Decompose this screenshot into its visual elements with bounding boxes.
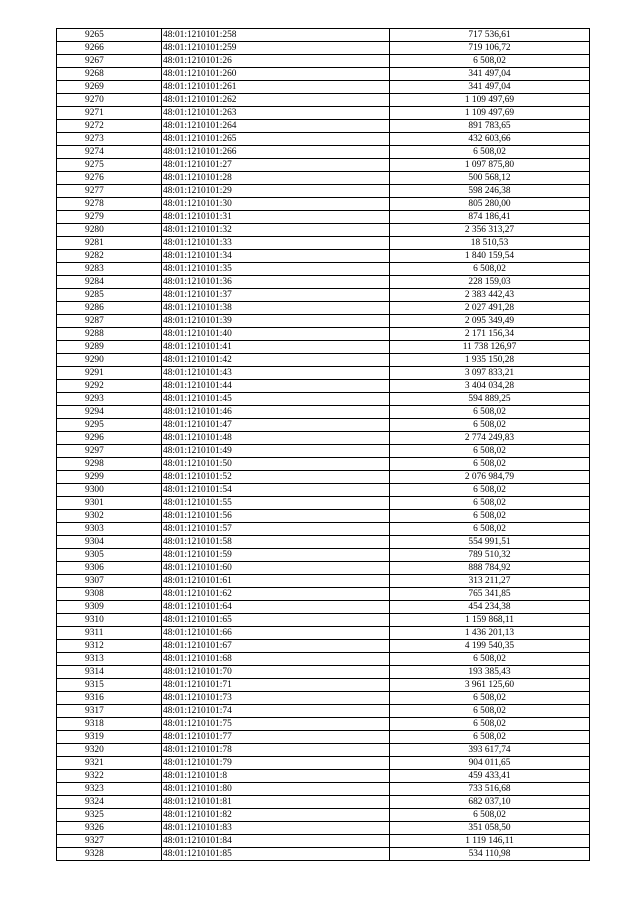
cadastral-value-cell: 341 497,04 <box>390 68 590 81</box>
cadastral-number-cell: 48:01:1210101:52 <box>162 471 390 484</box>
table-row <box>57 549 590 562</box>
table-row <box>57 471 590 484</box>
cadastral-value-cell: 454 234,38 <box>390 601 590 614</box>
cadastral-value-cell: 193 385,43 <box>390 666 590 679</box>
cadastral-number-cell: 48:01:1210101:54 <box>162 484 390 497</box>
cadastral-value-cell: 432 603,66 <box>390 133 590 146</box>
cadastral-number-cell: 48:01:1210101:50 <box>162 458 390 471</box>
row-number-cell: 9303 <box>57 523 162 536</box>
row-number-cell: 9269 <box>57 81 162 94</box>
cadastral-number-cell: 48:01:1210101:27 <box>162 159 390 172</box>
table-row <box>57 601 590 614</box>
table-row <box>57 185 590 198</box>
row-number-cell: 9317 <box>57 705 162 718</box>
cadastral-value-cell: 6 508,02 <box>390 809 590 822</box>
cadastral-value-cell: 598 246,38 <box>390 185 590 198</box>
table-row <box>57 679 590 692</box>
cadastral-number-cell: 48:01:1210101:38 <box>162 302 390 315</box>
row-number-cell: 9285 <box>57 289 162 302</box>
row-number-cell: 9294 <box>57 406 162 419</box>
cadastral-value-cell: 717 536,61 <box>390 29 590 42</box>
table-row <box>57 302 590 315</box>
row-number-cell: 9312 <box>57 640 162 653</box>
cadastral-number-cell: 48:01:1210101:82 <box>162 809 390 822</box>
table-row <box>57 536 590 549</box>
row-number-cell: 9301 <box>57 497 162 510</box>
cadastral-number-cell: 48:01:1210101:28 <box>162 172 390 185</box>
table-row <box>57 510 590 523</box>
row-number-cell: 9315 <box>57 679 162 692</box>
cadastral-value-cell: 805 280,00 <box>390 198 590 211</box>
row-number-cell: 9321 <box>57 757 162 770</box>
row-number-cell: 9302 <box>57 510 162 523</box>
table-row <box>57 211 590 224</box>
cadastral-value-cell: 313 211,27 <box>390 575 590 588</box>
cadastral-value-cell: 765 341,85 <box>390 588 590 601</box>
cadastral-value-cell: 459 433,41 <box>390 770 590 783</box>
cadastral-number-cell: 48:01:1210101:44 <box>162 380 390 393</box>
cadastral-value-cell: 891 783,65 <box>390 120 590 133</box>
row-number-cell: 9291 <box>57 367 162 380</box>
cadastral-number-cell: 48:01:1210101:264 <box>162 120 390 133</box>
table-row <box>57 159 590 172</box>
table-row <box>57 588 590 601</box>
row-number-cell: 9323 <box>57 783 162 796</box>
table-row <box>57 627 590 640</box>
cadastral-number-cell: 48:01:1210101:68 <box>162 653 390 666</box>
cadastral-number-cell: 48:01:1210101:60 <box>162 562 390 575</box>
table-row <box>57 822 590 835</box>
row-number-cell: 9287 <box>57 315 162 328</box>
row-number-cell: 9284 <box>57 276 162 289</box>
cadastral-value-cell: 2 095 349,49 <box>390 315 590 328</box>
table-row <box>57 354 590 367</box>
row-number-cell: 9327 <box>57 835 162 848</box>
cadastral-number-cell: 48:01:1210101:259 <box>162 42 390 55</box>
row-number-cell: 9290 <box>57 354 162 367</box>
cadastral-value-cell: 6 508,02 <box>390 705 590 718</box>
cadastral-number-cell: 48:01:1210101:35 <box>162 263 390 276</box>
cadastral-value-cell: 3 404 034,28 <box>390 380 590 393</box>
row-number-cell: 9320 <box>57 744 162 757</box>
table-row <box>57 562 590 575</box>
cadastral-number-cell: 48:01:1210101:260 <box>162 68 390 81</box>
row-number-cell: 9286 <box>57 302 162 315</box>
table-row <box>57 250 590 263</box>
cadastral-number-cell: 48:01:1210101:47 <box>162 419 390 432</box>
row-number-cell: 9307 <box>57 575 162 588</box>
table-row <box>57 614 590 627</box>
table-row <box>57 692 590 705</box>
row-number-cell: 9280 <box>57 224 162 237</box>
table-row <box>57 718 590 731</box>
cadastral-value-cell: 6 508,02 <box>390 484 590 497</box>
table-row <box>57 380 590 393</box>
cadastral-number-cell: 48:01:1210101:81 <box>162 796 390 809</box>
table-row <box>57 172 590 185</box>
table-row <box>57 848 590 861</box>
row-number-cell: 9278 <box>57 198 162 211</box>
cadastral-number-cell: 48:01:1210101:258 <box>162 29 390 42</box>
row-number-cell: 9313 <box>57 653 162 666</box>
row-number-cell: 9275 <box>57 159 162 172</box>
cadastral-value-cell: 18 510,53 <box>390 237 590 250</box>
cadastral-value-cell: 554 991,51 <box>390 536 590 549</box>
cadastral-number-cell: 48:01:1210101:261 <box>162 81 390 94</box>
table-row <box>57 653 590 666</box>
cadastral-number-cell: 48:01:1210101:56 <box>162 510 390 523</box>
table-row <box>57 367 590 380</box>
row-number-cell: 9293 <box>57 393 162 406</box>
table-row <box>57 809 590 822</box>
table-row <box>57 289 590 302</box>
cadastral-value-cell: 1 840 159,54 <box>390 250 590 263</box>
cadastral-number-cell: 48:01:1210101:43 <box>162 367 390 380</box>
cadastral-number-cell: 48:01:1210101:73 <box>162 692 390 705</box>
cadastral-number-cell: 48:01:1210101:85 <box>162 848 390 861</box>
cadastral-value-cell: 6 508,02 <box>390 692 590 705</box>
cadastral-value-cell: 6 508,02 <box>390 406 590 419</box>
cadastral-number-cell: 48:01:1210101:26 <box>162 55 390 68</box>
row-number-cell: 9281 <box>57 237 162 250</box>
table-row <box>57 263 590 276</box>
table-row <box>57 68 590 81</box>
cadastral-value-cell: 2 027 491,28 <box>390 302 590 315</box>
cadastral-number-cell: 48:01:1210101:32 <box>162 224 390 237</box>
row-number-cell: 9273 <box>57 133 162 146</box>
cadastral-value-cell: 6 508,02 <box>390 55 590 68</box>
cadastral-value-cell: 904 011,65 <box>390 757 590 770</box>
row-number-cell: 9325 <box>57 809 162 822</box>
cadastral-number-cell: 48:01:1210101:262 <box>162 94 390 107</box>
cadastral-value-cell: 1 119 146,11 <box>390 835 590 848</box>
row-number-cell: 9314 <box>57 666 162 679</box>
table-row <box>57 42 590 55</box>
table-row <box>57 796 590 809</box>
row-number-cell: 9292 <box>57 380 162 393</box>
table-row <box>57 224 590 237</box>
document-page <box>56 28 590 861</box>
cadastral-value-cell: 6 508,02 <box>390 146 590 159</box>
cadastral-value-cell: 1 109 497,69 <box>390 94 590 107</box>
table-row <box>57 640 590 653</box>
cadastral-value-table <box>56 28 590 861</box>
cadastral-number-cell: 48:01:1210101:80 <box>162 783 390 796</box>
cadastral-value-cell: 3 961 125,60 <box>390 679 590 692</box>
row-number-cell: 9299 <box>57 471 162 484</box>
cadastral-number-cell: 48:01:1210101:40 <box>162 328 390 341</box>
cadastral-value-cell: 594 889,25 <box>390 393 590 406</box>
cadastral-value-cell: 888 784,92 <box>390 562 590 575</box>
cadastral-number-cell: 48:01:1210101:265 <box>162 133 390 146</box>
cadastral-value-cell: 6 508,02 <box>390 510 590 523</box>
table-row <box>57 29 590 42</box>
table-row <box>57 705 590 718</box>
cadastral-value-cell: 6 508,02 <box>390 419 590 432</box>
row-number-cell: 9300 <box>57 484 162 497</box>
row-number-cell: 9324 <box>57 796 162 809</box>
cadastral-value-cell: 4 199 540,35 <box>390 640 590 653</box>
table-row <box>57 237 590 250</box>
cadastral-number-cell: 48:01:1210101:37 <box>162 289 390 302</box>
table-row <box>57 276 590 289</box>
row-number-cell: 9274 <box>57 146 162 159</box>
row-number-cell: 9268 <box>57 68 162 81</box>
cadastral-number-cell: 48:01:1210101:84 <box>162 835 390 848</box>
cadastral-value-cell: 789 510,32 <box>390 549 590 562</box>
row-number-cell: 9318 <box>57 718 162 731</box>
cadastral-value-cell: 228 159,03 <box>390 276 590 289</box>
cadastral-value-cell: 1 097 875,80 <box>390 159 590 172</box>
table-row <box>57 406 590 419</box>
cadastral-number-cell: 48:01:1210101:67 <box>162 640 390 653</box>
cadastral-value-cell: 6 508,02 <box>390 731 590 744</box>
cadastral-value-cell: 1 935 150,28 <box>390 354 590 367</box>
row-number-cell: 9267 <box>57 55 162 68</box>
cadastral-number-cell: 48:01:1210101:61 <box>162 575 390 588</box>
cadastral-number-cell: 48:01:1210101:62 <box>162 588 390 601</box>
table-row <box>57 133 590 146</box>
cadastral-number-cell: 48:01:1210101:31 <box>162 211 390 224</box>
cadastral-value-cell: 682 037,10 <box>390 796 590 809</box>
cadastral-value-cell: 6 508,02 <box>390 523 590 536</box>
cadastral-number-cell: 48:01:1210101:58 <box>162 536 390 549</box>
row-number-cell: 9296 <box>57 432 162 445</box>
row-number-cell: 9265 <box>57 29 162 42</box>
row-number-cell: 9270 <box>57 94 162 107</box>
cadastral-value-cell: 6 508,02 <box>390 718 590 731</box>
table-row <box>57 783 590 796</box>
cadastral-value-cell: 3 097 833,21 <box>390 367 590 380</box>
table-row <box>57 328 590 341</box>
cadastral-number-cell: 48:01:1210101:55 <box>162 497 390 510</box>
cadastral-number-cell: 48:01:1210101:42 <box>162 354 390 367</box>
cadastral-value-cell: 2 774 249,83 <box>390 432 590 445</box>
table-row <box>57 523 590 536</box>
table-row <box>57 770 590 783</box>
cadastral-number-cell: 48:01:1210101:70 <box>162 666 390 679</box>
table-row <box>57 497 590 510</box>
cadastral-number-cell: 48:01:1210101:65 <box>162 614 390 627</box>
table-row <box>57 107 590 120</box>
cadastral-number-cell: 48:01:1210101:266 <box>162 146 390 159</box>
cadastral-number-cell: 48:01:1210101:45 <box>162 393 390 406</box>
table-row <box>57 666 590 679</box>
row-number-cell: 9272 <box>57 120 162 133</box>
row-number-cell: 9310 <box>57 614 162 627</box>
table-row <box>57 419 590 432</box>
cadastral-number-cell: 48:01:1210101:64 <box>162 601 390 614</box>
row-number-cell: 9282 <box>57 250 162 263</box>
table-row <box>57 757 590 770</box>
row-number-cell: 9266 <box>57 42 162 55</box>
cadastral-number-cell: 48:01:1210101:78 <box>162 744 390 757</box>
row-number-cell: 9308 <box>57 588 162 601</box>
cadastral-value-cell: 6 508,02 <box>390 445 590 458</box>
cadastral-value-cell: 2 076 984,79 <box>390 471 590 484</box>
table-row <box>57 744 590 757</box>
cadastral-value-cell: 500 568,12 <box>390 172 590 185</box>
cadastral-number-cell: 48:01:1210101:36 <box>162 276 390 289</box>
cadastral-value-cell: 6 508,02 <box>390 458 590 471</box>
table-row <box>57 55 590 68</box>
cadastral-number-cell: 48:01:1210101:66 <box>162 627 390 640</box>
table-row <box>57 445 590 458</box>
cadastral-number-cell: 48:01:1210101:71 <box>162 679 390 692</box>
cadastral-number-cell: 48:01:1210101:74 <box>162 705 390 718</box>
row-number-cell: 9289 <box>57 341 162 354</box>
row-number-cell: 9298 <box>57 458 162 471</box>
cadastral-value-cell: 874 186,41 <box>390 211 590 224</box>
row-number-cell: 9277 <box>57 185 162 198</box>
cadastral-number-cell: 48:01:1210101:29 <box>162 185 390 198</box>
cadastral-number-cell: 48:01:1210101:33 <box>162 237 390 250</box>
row-number-cell: 9326 <box>57 822 162 835</box>
cadastral-number-cell: 48:01:1210101:59 <box>162 549 390 562</box>
table-row <box>57 575 590 588</box>
table-row <box>57 81 590 94</box>
cadastral-number-cell: 48:01:1210101:79 <box>162 757 390 770</box>
cadastral-number-cell: 48:01:1210101:48 <box>162 432 390 445</box>
cadastral-value-cell: 6 508,02 <box>390 263 590 276</box>
cadastral-value-cell: 1 109 497,69 <box>390 107 590 120</box>
table-row <box>57 731 590 744</box>
row-number-cell: 9297 <box>57 445 162 458</box>
cadastral-number-cell: 48:01:1210101:8 <box>162 770 390 783</box>
cadastral-value-cell: 341 497,04 <box>390 81 590 94</box>
cadastral-value-cell: 1 159 868,11 <box>390 614 590 627</box>
row-number-cell: 9279 <box>57 211 162 224</box>
cadastral-value-cell: 733 516,68 <box>390 783 590 796</box>
table-row <box>57 432 590 445</box>
cadastral-number-cell: 48:01:1210101:41 <box>162 341 390 354</box>
row-number-cell: 9305 <box>57 549 162 562</box>
row-number-cell: 9328 <box>57 848 162 861</box>
cadastral-number-cell: 48:01:1210101:34 <box>162 250 390 263</box>
cadastral-number-cell: 48:01:1210101:75 <box>162 718 390 731</box>
table-row <box>57 484 590 497</box>
cadastral-value-cell: 2 383 442,43 <box>390 289 590 302</box>
table-row <box>57 315 590 328</box>
table-row <box>57 198 590 211</box>
cadastral-number-cell: 48:01:1210101:30 <box>162 198 390 211</box>
row-number-cell: 9322 <box>57 770 162 783</box>
row-number-cell: 9283 <box>57 263 162 276</box>
row-number-cell: 9295 <box>57 419 162 432</box>
cadastral-number-cell: 48:01:1210101:83 <box>162 822 390 835</box>
row-number-cell: 9319 <box>57 731 162 744</box>
row-number-cell: 9306 <box>57 562 162 575</box>
table-row <box>57 835 590 848</box>
row-number-cell: 9311 <box>57 627 162 640</box>
row-number-cell: 9271 <box>57 107 162 120</box>
table-row <box>57 341 590 354</box>
cadastral-number-cell: 48:01:1210101:77 <box>162 731 390 744</box>
cadastral-value-cell: 393 617,74 <box>390 744 590 757</box>
row-number-cell: 9309 <box>57 601 162 614</box>
row-number-cell: 9316 <box>57 692 162 705</box>
table-row <box>57 146 590 159</box>
table-row <box>57 120 590 133</box>
row-number-cell: 9304 <box>57 536 162 549</box>
cadastral-number-cell: 48:01:1210101:49 <box>162 445 390 458</box>
table-body <box>57 29 590 861</box>
cadastral-value-cell: 1 436 201,13 <box>390 627 590 640</box>
cadastral-number-cell: 48:01:1210101:46 <box>162 406 390 419</box>
row-number-cell: 9276 <box>57 172 162 185</box>
cadastral-number-cell: 48:01:1210101:39 <box>162 315 390 328</box>
table-row <box>57 94 590 107</box>
table-row <box>57 458 590 471</box>
row-number-cell: 9288 <box>57 328 162 341</box>
cadastral-value-cell: 2 356 313,27 <box>390 224 590 237</box>
cadastral-value-cell: 534 110,98 <box>390 848 590 861</box>
cadastral-value-cell: 2 171 156,34 <box>390 328 590 341</box>
table-row <box>57 393 590 406</box>
cadastral-value-cell: 6 508,02 <box>390 497 590 510</box>
cadastral-value-cell: 351 058,50 <box>390 822 590 835</box>
cadastral-number-cell: 48:01:1210101:57 <box>162 523 390 536</box>
cadastral-value-cell: 11 738 126,97 <box>390 341 590 354</box>
cadastral-value-cell: 719 106,72 <box>390 42 590 55</box>
cadastral-number-cell: 48:01:1210101:263 <box>162 107 390 120</box>
cadastral-value-cell: 6 508,02 <box>390 653 590 666</box>
